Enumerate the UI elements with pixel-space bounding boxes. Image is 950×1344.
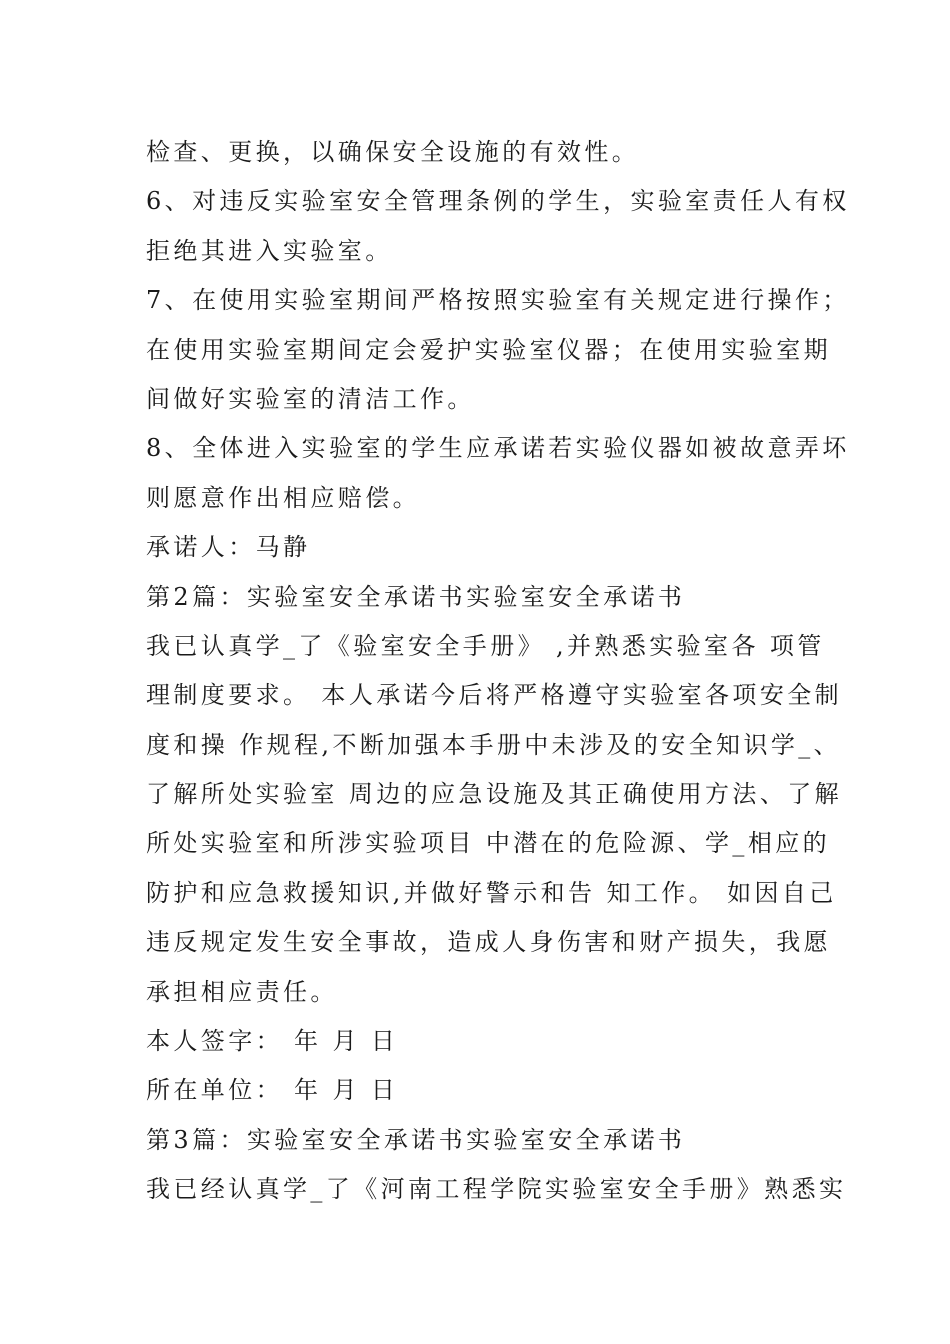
text-line: 7、在使用实验室期间严格按照实验室有关规定进行操作；	[146, 286, 850, 315]
text-line: 承担相应责任。	[146, 977, 338, 1006]
text-line: 6、对违反实验室安全管理条例的学生，实验室责任人有权	[146, 187, 850, 216]
unit-line: 所在单位： 年 月 日	[146, 1076, 399, 1105]
section-heading: 第3篇：实验室安全承诺书实验室安全承诺书	[146, 1125, 686, 1154]
text-line: 在使用实验室期间定会爱护实验室仪器；在使用实验室期	[146, 335, 831, 364]
signatory-line: 承诺人：马静	[146, 533, 311, 562]
text-line: 8、全体进入实验室的学生应承诺若实验仪器如被故意弄坏	[146, 434, 850, 463]
text-line: 拒绝其进入实验室。	[146, 236, 393, 265]
text-line: 我已经认真学_了《河南工程学院实验室安全手册》熟悉实	[146, 1175, 847, 1204]
text-line: 了解所处实验室 周边的应急设施及其正确使用方法、了解	[146, 780, 843, 809]
signature-line: 本人签字： 年 月 日	[146, 1027, 399, 1056]
text-line: 我已认真学_了《验室安全手册》 ,并熟悉实验室各 项管	[146, 631, 825, 660]
document-body	[146, 128, 850, 1215]
text-line: 间做好实验室的清洁工作。	[146, 384, 475, 413]
text-line: 度和操 作规程,不断加强本手册中未涉及的安全知识学_、	[146, 730, 842, 759]
text-line: 理制度要求。 本人承诺今后将严格遵守实验室各项安全制	[146, 681, 843, 710]
section-heading: 第2篇：实验室安全承诺书实验室安全承诺书	[146, 582, 686, 611]
text-line: 违反规定发生安全事故，造成人身伤害和财产损失，我愿	[146, 928, 831, 957]
text-line: 防护和应急救援知识,并做好警示和告 知工作。 如因自己	[146, 878, 837, 907]
text-line: 则愿意作出相应赔偿。	[146, 483, 420, 512]
text-line: 所处实验室和所涉实验项目 中潜在的危险源、学_相应的	[146, 829, 831, 858]
text-line: 检查、更换，以确保安全设施的有效性。	[146, 138, 640, 166]
